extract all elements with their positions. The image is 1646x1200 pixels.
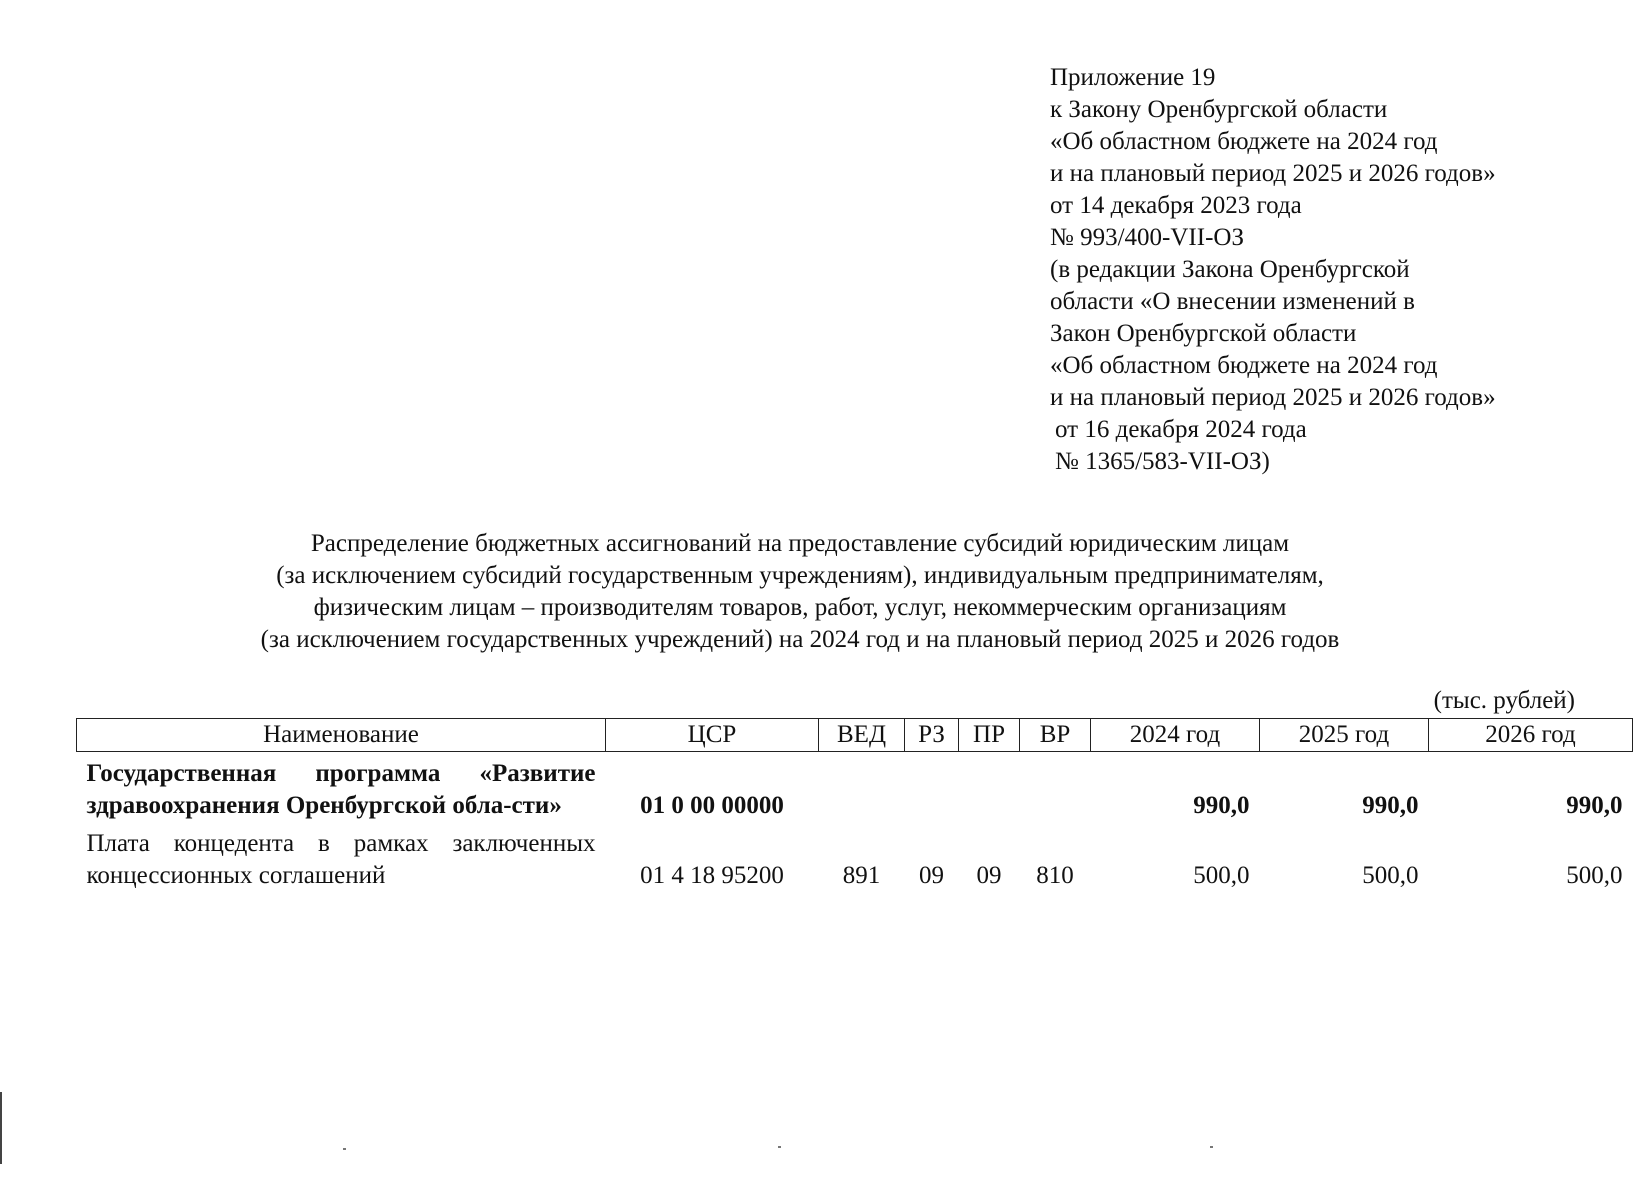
appendix-line: № 1365/583-VII-ОЗ)	[1055, 448, 1270, 475]
row-pr	[959, 752, 1020, 823]
row-value-2025: 990,0	[1362, 792, 1419, 819]
row-csr: 01 4 18 95200	[640, 862, 784, 889]
appendix-line: Закон Оренбургской области	[1050, 320, 1357, 347]
header-csr: ЦСР	[606, 719, 819, 752]
row-rz	[905, 752, 959, 823]
table-row	[77, 822, 1633, 892]
header-name: Наименование	[77, 719, 606, 752]
scan-speck	[778, 1146, 781, 1148]
row-value-2024: 500,0	[1193, 862, 1250, 889]
appendix-line: № 993/400-VII-ОЗ	[1050, 224, 1244, 251]
appendix-header	[1050, 62, 1610, 478]
row-vr	[1020, 752, 1091, 823]
appendix-line: «Об областном бюджете на 2024 год	[1050, 128, 1438, 155]
row-ved: 891	[842, 862, 881, 889]
table-row	[77, 752, 1633, 823]
row-rz: 09	[919, 862, 944, 889]
budget-table	[76, 718, 1633, 892]
row-value-2026: 990,0	[1566, 792, 1623, 819]
table-header-row	[77, 719, 1633, 752]
scan-speck	[343, 1148, 346, 1150]
scan-margin-mark	[0, 1092, 2, 1164]
row-vr: 810	[1036, 862, 1074, 889]
header-ved: ВЕД	[819, 719, 905, 752]
appendix-line: «Об областном бюджете на 2024 год	[1050, 352, 1438, 379]
appendix-line: (в редакции Закона Оренбургской	[1050, 256, 1410, 283]
row-pr: 09	[976, 862, 1002, 889]
header-2025: 2025 год	[1260, 719, 1429, 752]
header-pr: ПР	[959, 719, 1020, 752]
row-name: Плата концедента в рамках заключенных концессионных соглашений	[86, 830, 596, 889]
row-name: Государственная программа «Развитие здравоохранения Оренбургской обла-сти»	[86, 760, 596, 819]
header-vr: ВР	[1020, 719, 1091, 752]
row-value-2024: 990,0	[1193, 792, 1250, 819]
title-line: (за исключением субсидий государственным учреждениям), индивидуальным предпринимателям,	[276, 562, 1324, 589]
appendix-line: от 14 декабря 2023 года	[1050, 192, 1302, 219]
document-title	[200, 528, 1400, 656]
header-2026: 2026 год	[1429, 719, 1633, 752]
scan-speck	[1210, 1146, 1213, 1148]
appendix-line: области «О внесении изменений в	[1050, 288, 1415, 315]
row-ved	[819, 752, 905, 823]
title-line: Распределение бюджетных ассигнований на предоставление субсидий юридическим лицам	[310, 530, 1290, 557]
appendix-line: от 16 декабря 2024 года	[1055, 416, 1307, 443]
header-2024: 2024 год	[1091, 719, 1260, 752]
row-csr: 01 0 00 00000	[640, 792, 784, 819]
header-rz: РЗ	[905, 719, 959, 752]
row-value-2026: 500,0	[1566, 862, 1623, 889]
title-line: физическим лицам – производителям товаров, работ, услуг, некоммерческим организациям	[313, 594, 1287, 621]
appendix-line: и на плановый период 2025 и 2026 годов»	[1050, 384, 1496, 411]
appendix-line: и на плановый период 2025 и 2026 годов»	[1050, 160, 1496, 187]
units-label: (тыс. рублей)	[1433, 687, 1575, 714]
row-value-2025: 500,0	[1362, 862, 1419, 889]
appendix-line: к Закону Оренбургской области	[1050, 96, 1388, 123]
appendix-line: Приложение 19	[1050, 64, 1216, 91]
title-line: (за исключением государственных учреждений) на 2024 год и на плановый период 2025 и 2026 годов	[260, 626, 1340, 653]
